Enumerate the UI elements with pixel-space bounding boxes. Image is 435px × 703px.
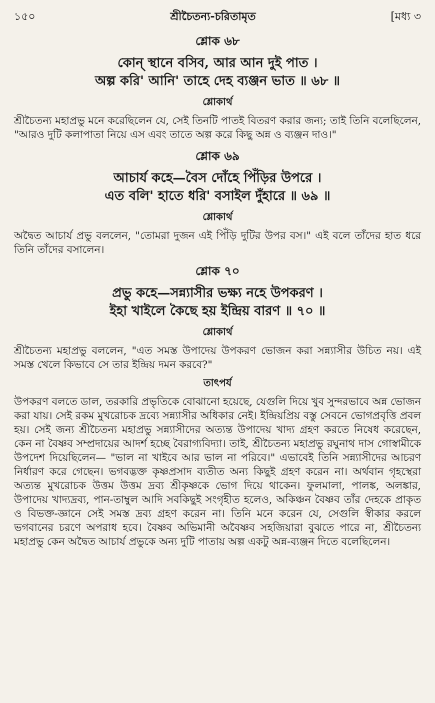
verse-block-69	[14, 148, 421, 257]
page-number: ১৫০	[14, 10, 36, 23]
purport-block	[14, 376, 421, 549]
purport-text: উপকরণ বলতে ডাল, তরকারি প্রভৃতিকে বোঝানো হয়েছে, যেগুলি দিয়ে খুব সুন্দরভাবে অন্ন ভোজন করা যায়। সেই রকম মুখরোচক দ্রব্যে সন্ন্যাসীর অধিকার নেই। ইন্দ্রিয়প্রিয় বস্তু সেবনে ভোগপ্রবৃত্তি প্রবল হয়। সেই জন্য শ্রীচৈতন্য মহাপ্রভু সন্ন্যাসীদের অত্যন্ত উপাদেয় খাদ্য গ্রহণ করতে নিষেধ করেছেন, কেন না বৈষ্ণব সম্প্রদায়ের আদর্শ হচ্ছে বৈরাগ্যবিদ্যা। তাই, শ্রীচৈতন্য মহাপ্রভু রঘুনাথ দাস গোস্বামীকে উপদেশ দিয়েছিলেন— "ভাল না খাইবে আর ভাল না পরিবে।" এভাবেই তিনি সন্ন্যাসীদের আচরণ নির্ধারণ করে গেছেন। ভগবদ্ভক্ত কৃষ্ণপ্রসাদ ব্যতীত অন্য কিছুই গ্রহণ করেন না। অর্থবান গৃহস্থেরা অত্যন্ত মুখরোচক উত্তম উত্তম দ্রব্য শ্রীকৃষ্ণকে ভোগ দিয়ে থাকেন। ফুলমালা, পালঙ্ক, অলঙ্কার, উপাদেয় খাদ্যদ্রব্য, পান-তাম্বুল আদি সবকিছুই সংগৃহীত হলেও, অকিঞ্চন বৈষ্ণব তাঁর দেহকে প্রাকৃত ও বিভক্ত-জ্ঞানে সেই সমস্ত দ্রব্য গ্রহণ করেন না। তিনি মনে করেন যে, সেগুলি স্বীকার করলে ভগবানের চরণে অপরাধ হবে। বৈষ্ণব অভিমানী অবৈষ্ণব সহজিয়ারা বুঝতে পারে না, শ্রীচৈতন্য মহাপ্রভু কেন অদ্বৈত আচার্য প্রভুকে অন্য দুটি পাতায় অল্প একটু অন্ন-ব্যঞ্জন দিতে বলেছিলেন।	[14, 396, 421, 548]
chapter-section: [মধ্য ৩	[390, 10, 421, 23]
verse-block-68	[14, 33, 421, 142]
translation-label: শ্লোকার্থ	[202, 97, 233, 108]
verse-line: কোন্ স্থানে বসিব, আর আন দুই পাত ।	[117, 56, 318, 71]
translation-text: অদ্বৈত আচার্য প্রভু বললেন, "তোমরা দুজন এই পিঁড়ি দুটির উপর বস।" এই বলে তাঁদের হাত ধরে তিনি তাঁদের বসালেন।	[14, 230, 421, 256]
verse-title: শ্লোক ৭০	[195, 264, 240, 278]
page-header	[14, 8, 421, 27]
verse-line: প্রভু কহে—সন্ন্যাসীর ভক্ষ্য নহে উপকরণ ।	[112, 286, 323, 301]
verse-line: আচার্য কহে—বৈস দোঁহে পিঁড়ির উপরে ।	[113, 171, 322, 186]
verse-title: শ্লোক ৬৯	[195, 149, 240, 163]
translation-text: শ্রীচৈতন্য মহাপ্রভু বললেন, "এত সমস্ত উপাদেয় উপকরণ ভোজন করা সন্ন্যাসীর উচিত নয়। এই সমস্ত খেলে কিভাবে সে তার ইন্দ্রিয় দমন করবে?"	[14, 345, 421, 371]
verse-line: এত বলি' হাতে ধরি' বসাইল দুঁহারে ॥ ৬৯ ॥	[104, 189, 331, 204]
verse-line: অল্প করি' আনি' তাহে দেহ ব্যঞ্জন ভাত ॥ ৬৮ ॥	[94, 74, 341, 89]
translation-label: শ্লোকার্থ	[202, 212, 233, 223]
verse-line: ইহা খাইলে কৈছে হয় ইন্দ্রিয় বারণ ॥ ৭০ ॥	[109, 304, 326, 319]
translation-text: শ্রীচৈতন্য মহাপ্রভু মনে করেছিলেন যে, সেই তিনটি পাতই বিতরণ করার জন্য; তাই তিনি বলেছিলেন, "আরও দুটি কলাপাতা নিয়ে এস এবং তাতে অল্প করে কিছু অন্ন ও ব্যঞ্জন দাও।"	[14, 115, 421, 141]
translation-label: শ্লোকার্থ	[202, 327, 233, 338]
purport-label: তাৎপর্য	[203, 378, 232, 389]
book-title: শ্রীচৈতন্য-চরিতামৃত	[170, 10, 256, 23]
verse-title: শ্লোক ৬৮	[195, 34, 240, 48]
verse-block-70	[14, 263, 421, 372]
